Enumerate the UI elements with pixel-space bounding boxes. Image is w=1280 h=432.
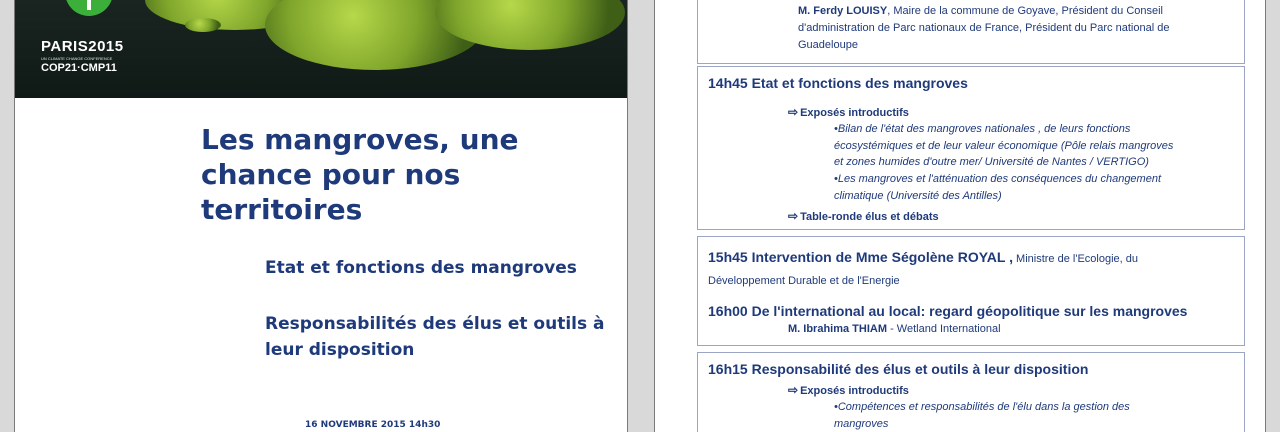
cop21-leaf-logo-icon (65, 0, 113, 16)
slot-1615-section (788, 383, 909, 397)
intro-block (697, 0, 1245, 64)
slot-1615-title: 16h15 Responsabilité des élus et outils à leur disposition (708, 361, 1089, 377)
bullet-line: mangroves (834, 417, 889, 430)
slot-1600-title: 16h00 De l'international au local: regard géopolitique sur les mangroves (708, 303, 1188, 319)
logo-paris2015: PARIS2015 (41, 38, 124, 55)
cop21-logo (41, 38, 124, 74)
roundtable-label: Table-ronde élus et débats (800, 211, 939, 223)
intro-speaker-role-3: Guadeloupe (798, 39, 858, 52)
bullet-line: et zones humides d'outre mer/ Université de Nantes / VERTIGO) (834, 156, 1149, 168)
cover-subtitle-1: Etat et fonctions des mangroves (265, 258, 577, 278)
slot-1545-role-2: Développement Durable et de l'Energie (708, 275, 900, 288)
slot-1600-org: - Wetland International (887, 323, 1001, 335)
slot-1445-bullet-2 (834, 171, 1239, 204)
section-label: Exposés introductifs (800, 107, 909, 119)
slot-1445-block (697, 66, 1245, 230)
arrow-right-icon: ⇨ (788, 383, 799, 397)
slot-1445-bullet-1 (834, 121, 1239, 171)
slots-1545-1600-block (697, 236, 1245, 346)
cover-date: 16 NOVEMBRE 2015 14h30 (305, 420, 441, 430)
slot-1615-bullet-1 (834, 399, 1239, 432)
logo-cop21: COP21·CMP11 (41, 62, 117, 74)
intro-speaker-name: M. Ferdy LOUISY (798, 5, 888, 17)
arrow-right-icon: ⇨ (788, 209, 799, 223)
bullet-line: •Compétences et responsabilités de l'élu dans la gestion des (834, 401, 1130, 413)
intro-speaker (798, 3, 1238, 54)
logo-tagline: UN CLIMATE CHANGE CONFERENCE (41, 56, 113, 61)
slot-1445-roundtable (788, 209, 939, 223)
mangrove-aerial-banner (15, 0, 627, 98)
slot-1445-section (788, 105, 909, 119)
intro-speaker-role: , Maire de la commune de Goyave, Président du Conseil (887, 5, 1164, 17)
section-label: Exposés introductifs (800, 385, 909, 397)
bullet-line: climatique (Université des Antilles) (834, 189, 1002, 202)
slot-1600-speaker (788, 323, 1001, 335)
bullet-line: •Bilan de l'état des mangroves nationales , de leurs fonctions (834, 123, 1131, 135)
cover-page (14, 0, 628, 432)
slot-1545-role: Ministre de l'Ecologie, du (1012, 253, 1138, 265)
bullet-line: écosystémiques et de leur valeur économique (Pôle relais mangroves (834, 139, 1174, 152)
arrow-right-icon: ⇨ (788, 105, 799, 119)
programme-page (654, 0, 1266, 432)
slot-1545 (708, 247, 1238, 292)
slot-1545-title: 15h45 Intervention de Mme Ségolène ROYAL , (708, 249, 1013, 265)
intro-speaker-role-2: d'administration de Parc nationaux de France, Président du Parc national de (798, 22, 1170, 35)
bullet-line: •Les mangroves et l'atténuation des conséquences du changement (834, 173, 1162, 185)
slot-1445-title: 14h45 Etat et fonctions des mangroves (708, 75, 968, 91)
mangrove-island-shape (185, 18, 221, 32)
slot-1600-speaker-name: M. Ibrahima THIAM (788, 323, 888, 335)
cover-title: Les mangroves, une chance pour nos territoires (201, 123, 519, 226)
cover-subtitle-2: Responsabilités des élus et outils à leur disposition (265, 314, 605, 360)
slot-1615-block (697, 352, 1245, 432)
